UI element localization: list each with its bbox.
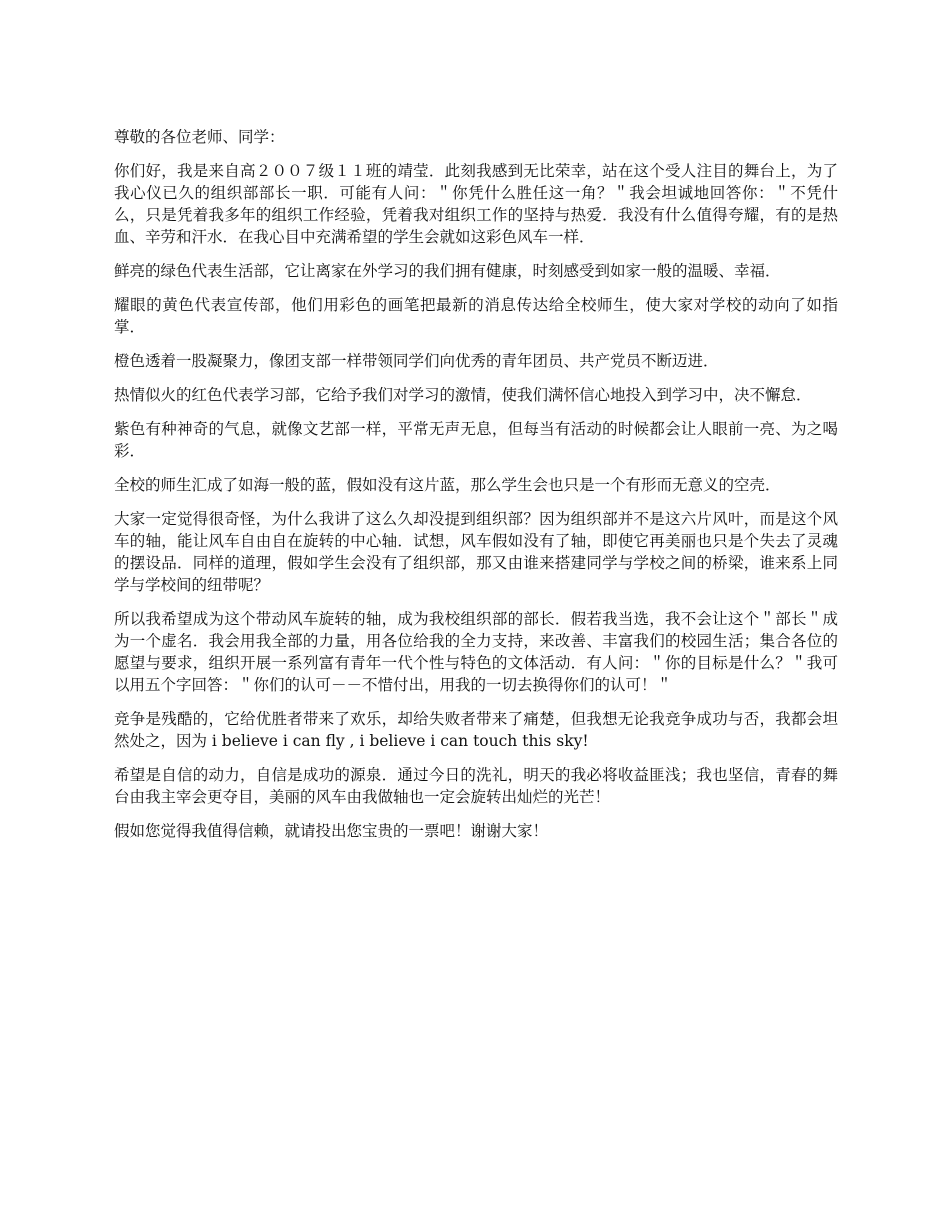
paragraph-introduction: 你们好，我是来自高２００７级１１班的靖莹．此刻我感到无比荣幸，站在这个受人注目的舞台上，为了我心仪已久的组织部部长一职．可能有人问：＂你凭什么胜任这一角？＂我会坦诚地回答你：＂不凭什么，只是凭着我多年的组织工作经验，凭着我对组织工作的坚持与热爱．我没有什么值得夸耀，有的是热血、辛劳和汗水．在我心目中充满希望的学生会就如这彩色风车一样． xyxy=(114,162,838,246)
paragraph-blue: 全校的师生汇成了如海一般的蓝，假如没有这片蓝，那么学生会也只是一个有形而无意义的空壳． xyxy=(114,476,781,494)
paragraph-competition: 竞争是残酷的，它给优胜者带来了欢乐，却给失败者带来了痛楚，但我想无论我竞争成功与否，我都会坦然处之，因为 i believe i can fly , i believe i can touch this sky! xyxy=(114,710,838,750)
closing: 假如您觉得我值得信赖，就请投出您宝贵的一票吧！谢谢大家！ xyxy=(114,822,549,840)
paragraph-axis: 大家一定觉得很奇怪，为什么我讲了这么久却没提到组织部？因为组织部并不是这六片风叶，而是这个风车的轴，能让风车自由自在旋转的中心轴．试想，风车假如没有了轴，即使它再美丽也只是个失去了灵魂的摆设品．同样的道理，假如学生会没有了组织部，那又由谁来搭建同学与学校之间的桥梁，谁来系上同学与学校间的纽带呢？ xyxy=(114,510,838,594)
paragraph-red: 热情似火的红色代表学习部，它给予我们对学习的激情，使我们满怀信心地投入到学习中，决不懈怠． xyxy=(114,386,812,404)
paragraph-hope: 希望是自信的动力，自信是成功的源泉．通过今日的洗礼，明天的我必将收益匪浅；我也坚信，青春的舞台由我主宰会更夺目，美丽的风车由我做轴也一定会旋转出灿烂的光芒！ xyxy=(114,766,838,806)
document-body xyxy=(114,126,838,842)
paragraph-goal: 所以我希望成为这个带动风车旋转的轴，成为我校组织部的部长．假若我当选，我不会让这个＂部长＂成为一个虚名．我会用我全部的力量，用各位给我的全力支持，来改善、丰富我们的校园生活；集合各位的愿望与要求，组织开展一系列富有青年一代个性与特色的文体活动．有人问：＂你的目标是什么？＂我可以用五个字回答：＂你们的认可－－不惜付出，用我的一切去换得你们的认可！＂ xyxy=(114,610,838,694)
salutation: 尊敬的各位老师、同学： xyxy=(114,128,285,146)
paragraph-green: 鲜亮的绿色代表生活部，它让离家在外学习的我们拥有健康，时刻感受到如家一般的温暖、幸福． xyxy=(114,262,781,280)
paragraph-yellow: 耀眼的黄色代表宣传部，他们用彩色的画笔把最新的消息传达给全校师生，使大家对学校的动向了如指掌． xyxy=(114,296,838,336)
paragraph-orange: 橙色透着一股凝聚力，像团支部一样带领同学们向优秀的青年团员、共产党员不断迈进． xyxy=(114,352,719,370)
paragraph-purple: 紫色有种神奇的气息，就像文艺部一样，平常无声无息，但每当有活动的时候都会让人眼前一亮、为之喝彩． xyxy=(114,420,838,460)
